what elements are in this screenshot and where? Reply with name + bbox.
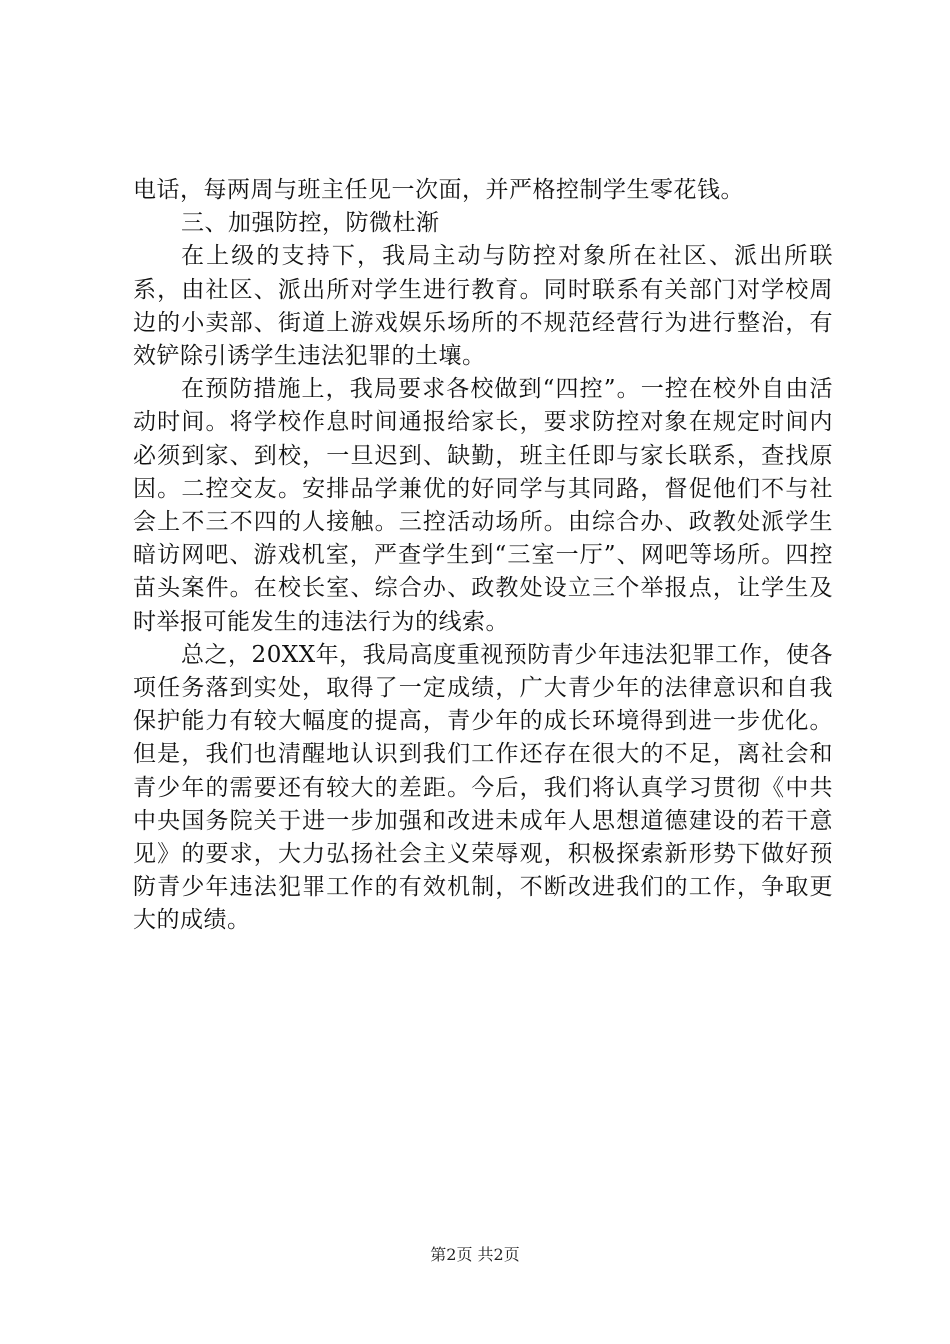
paragraph-four-controls: 在预防措施上，我局要求各校做到“四控”。一控在校外自由活动时间。将学校作息时间通报给家长，要求防控对象在规定时间内必须到家、到校，一旦迟到、缺勤，班主任即与家长联系，查找原因。二控交友。安排品学兼优的好同学与其同路，督促他们不与社会上不三不四的人接触。三控活动场所。由综合办、政教处派学生暗访网吧、游戏机室，严查学生到“三室一厅”、网吧等场所。四控苗头案件。在校长室、综合办、政教处设立三个举报点，让学生及时举报可能发生的违法行为的线索。 xyxy=(133,376,833,635)
paragraph-continuation: 电话，每两周与班主任见一次面，并严格控制学生零花钱。 xyxy=(133,177,744,203)
paragraph-prevention-cooperation: 在上级的支持下，我局主动与防控对象所在社区、派出所联系，由社区、派出所对学生进行教育。同时联系有关部门对学校周边的小卖部、街道上游戏娱乐场所的不规范经营行为进行整治，有效铲除引诱学生违法犯罪的土壤。 xyxy=(133,243,833,370)
document-body xyxy=(133,174,833,938)
page-number-footer: 第2页 共2页 xyxy=(430,1245,520,1264)
section-heading: 三、加强防控，防微杜渐 xyxy=(181,210,440,237)
paragraph-summary: 总之，20XX年，我局高度重视预防青少年违法犯罪工作，使各项任务落到实处，取得了一定成绩，广大青少年的法律意识和自我保护能力有较大幅度的提高，青少年的成长环境得到进一步优化。但是，我们也清醒地认识到我们工作还存在很大的不足，离社会和青少年的需要还有较大的差距。今后，我们将认真学习贯彻《中共中央国务院关于进一步加强和改进未成年人思想道德建设的若干意见》的要求，大力弘扬社会主义荣辱观，积极探索新形势下做好预防青少年违法犯罪工作的有效机制，不断改进我们的工作，争取更大的成绩。 xyxy=(133,641,833,934)
